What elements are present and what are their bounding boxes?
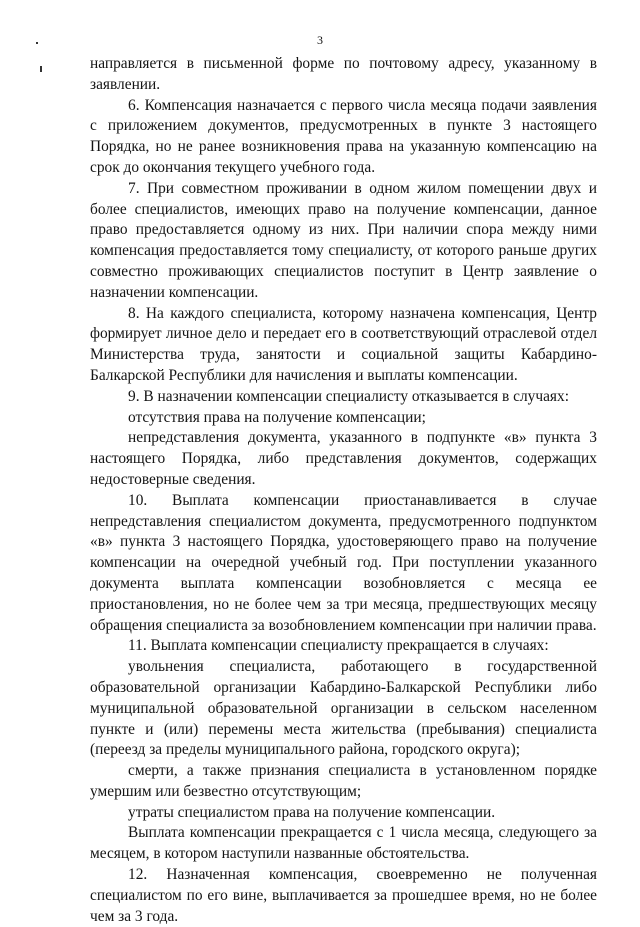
paragraph-8: 8. На каждого специалиста, которому назначена компенсация, Центр формирует личное дело и передает его в соответствующий отраслевой отдел Министерства труда, занятости и социальной защиты Кабардино-Балкарской Республики для начисления и выплаты компенсации. <box>90 304 597 384</box>
paragraph-11-item-3: утраты специалистом права на получение компенсации. <box>128 803 496 821</box>
paragraph-11-closing: Выплата компенсации прекращается с 1 числа месяца, следующего за месяцем, в котором наступили названные обстоятельства. <box>90 824 597 863</box>
paragraph-11-item-1: увольнения специалиста, работающего в государственной образовательной организации Кабардино-Балкарской Республики либо муниципальной образовательной организации в сельском населенном пункте и (или) перемены места жительства (пребывания) специалиста (переезд за пределы муниципального района, городского округа); <box>90 658 597 759</box>
paragraph-11-item-2: смерти, а также признания специалиста в установленном порядке умершим или безвестно отсутствующим; <box>90 762 597 800</box>
paragraph-11: 11. Выплата компенсации специалисту прекращается в случаях: <box>128 637 549 655</box>
document-body <box>90 54 597 927</box>
paragraph-9-item-2: непредставления документа, указанного в подпункте «в» пункта 3 настоящего Порядка, либо представления документов, содержащих недостоверные сведения. <box>90 429 597 488</box>
paragraph-continuation: направляется в письменной форме по почтовому адресу, указанному в заявлении. <box>90 55 597 93</box>
paragraph-12: 12. Назначенная компенсация, своевременно не полученная специалистом по его вине, выплачивается за прошедшее время, но не более чем за 3 года. <box>90 866 597 925</box>
scan-mark <box>40 66 42 72</box>
page-number: 3 <box>317 33 323 47</box>
paragraph-7: 7. При совместном проживании в одном жилом помещении двух и более специалистов, имеющих право на получение компенсации, данное право предоставляется одному из них. При наличии спора между ними компенсация предоставляется тому специалисту, от которого раньше других совместно проживающих специалистов поступит в Центр заявление о назначении компенсации. <box>90 179 597 301</box>
paragraph-10: 10. Выплата компенсации приостанавливается в случае непредставления специалистом документа, предусмотренного подпунктом «в» пункта 3 настоящего Порядка, удостоверяющего право на получение компенсации на очередной учебный год. При поступлении указанного документа выплата компенсации возобновляется с месяца ее приостановления, но не более чем за три месяца, предшествующих месяцу обращения специалиста за возобновлением компенсации при наличии права. <box>90 491 597 634</box>
paragraph-9-item-1: отсутствия права на получение компенсации; <box>128 408 426 426</box>
paragraph-6: 6. Компенсация назначается с первого числа месяца подачи заявления с приложением документов, предусмотренных в пункте 3 настоящего Порядка, но не ранее возникновения права на указанную компенсацию на срок до окончания текущего учебного года. <box>90 96 597 176</box>
scan-mark <box>36 42 38 44</box>
paragraph-9: 9. В назначении компенсации специалисту отказывается в случаях: <box>128 387 569 405</box>
